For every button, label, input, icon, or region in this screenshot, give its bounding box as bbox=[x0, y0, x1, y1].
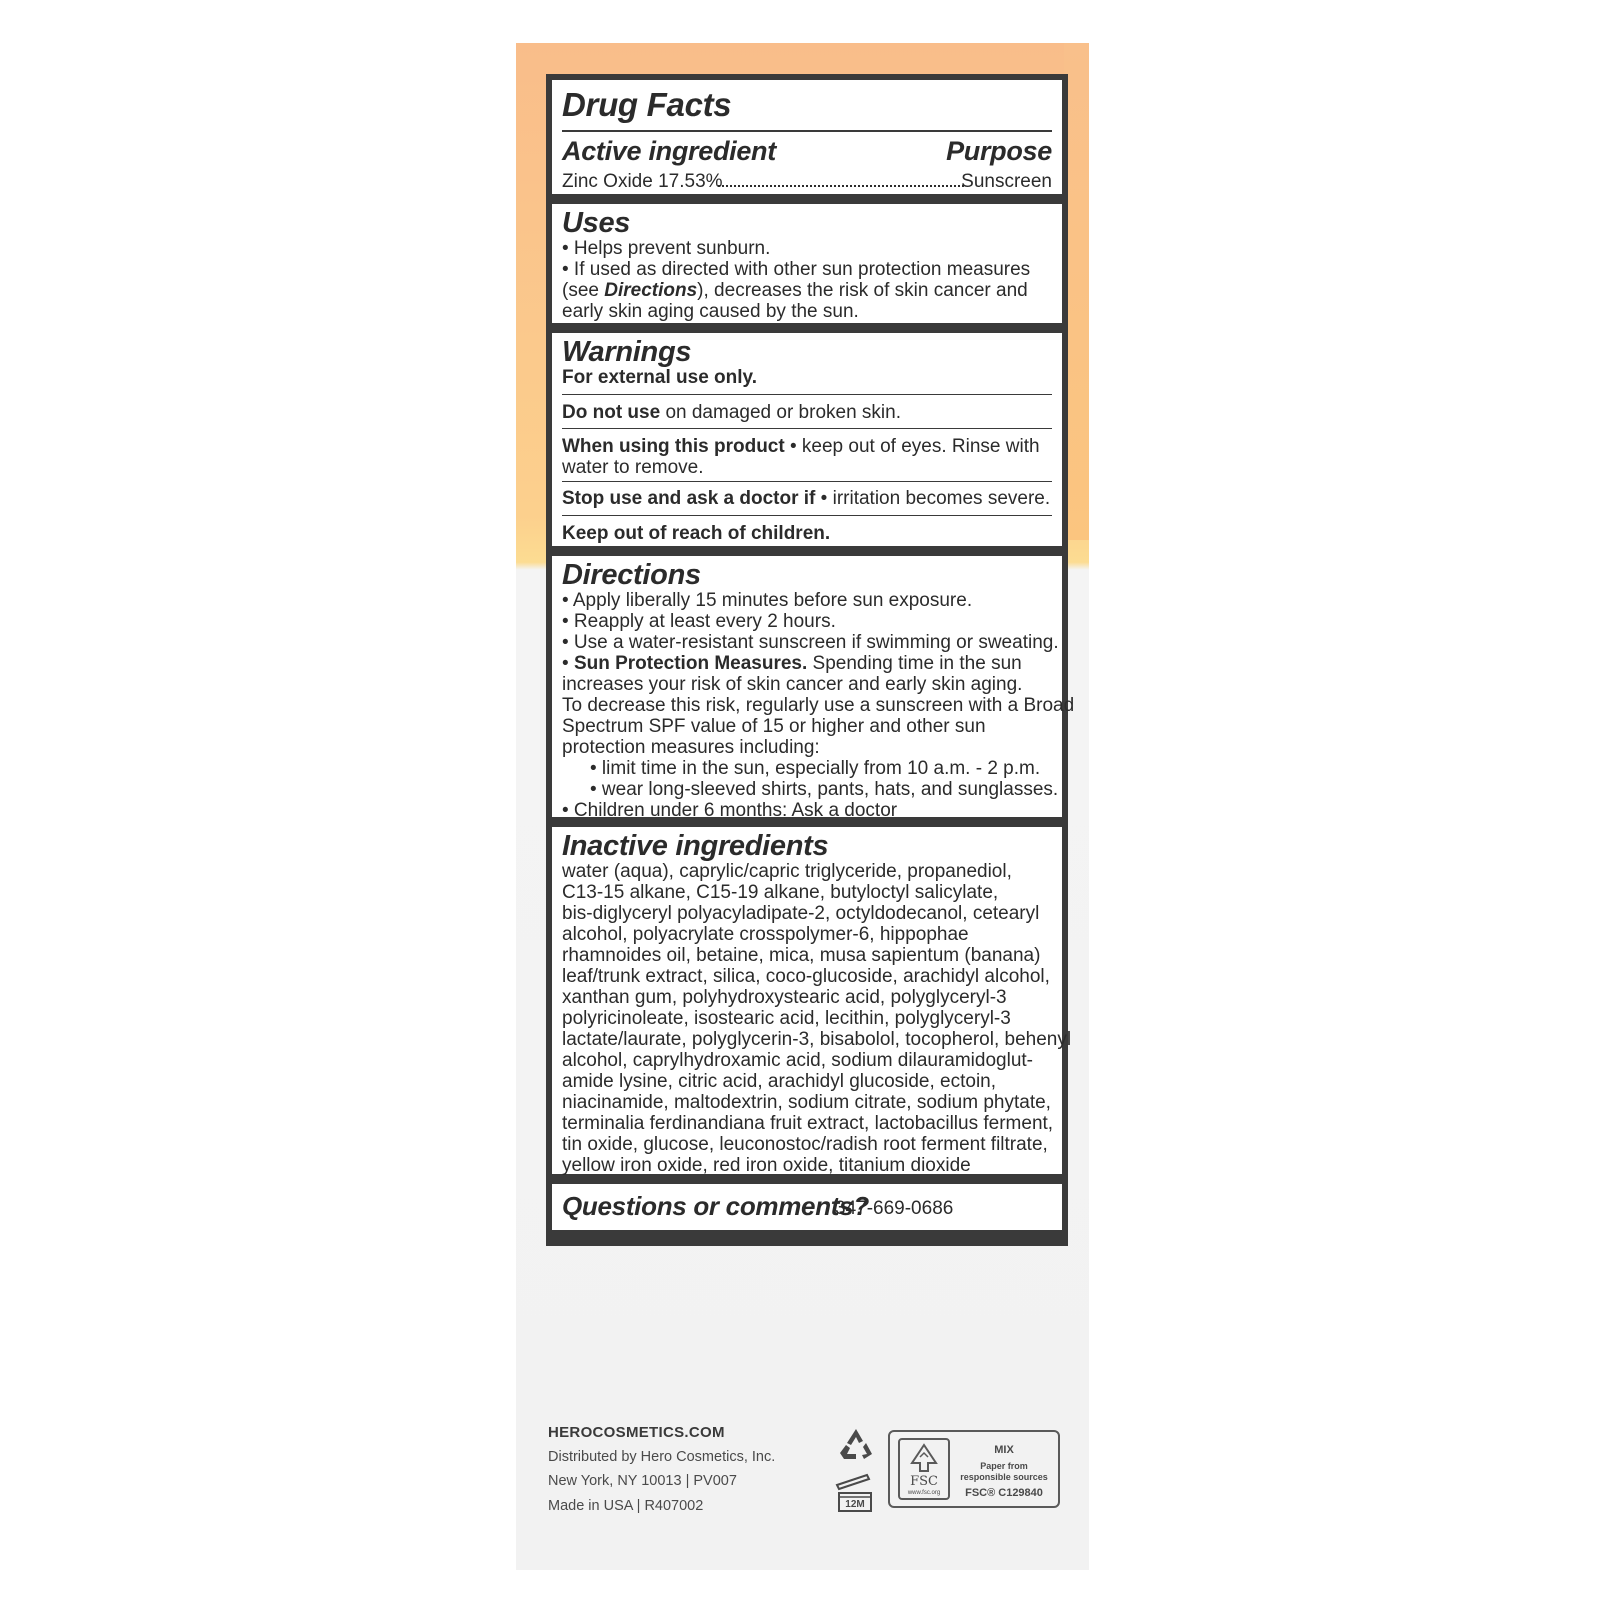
address-line: New York, NY 10013 | PV007 bbox=[548, 1473, 737, 1489]
inactive-ingredients-line: amide lysine, citric acid, arachidyl glucoside, ectoin, bbox=[562, 1071, 997, 1092]
warnings-section bbox=[552, 333, 1062, 546]
uses-title: Uses bbox=[562, 207, 631, 239]
do-not-use-label: Do not use bbox=[562, 402, 661, 423]
inactive-ingredients-section bbox=[552, 827, 1072, 1176]
directions-reference: Directions bbox=[604, 280, 698, 301]
active-section bbox=[552, 80, 1062, 194]
fsc-logo-text: FSC bbox=[910, 1474, 938, 1489]
inactive-ingredients-title: Inactive ingredients bbox=[562, 830, 829, 862]
inactive-ingredients-list bbox=[562, 861, 1071, 1176]
questions-section bbox=[552, 1184, 1062, 1230]
when-using-text: • keep out of eyes. Rinse with bbox=[784, 436, 1040, 457]
dot-leader bbox=[718, 185, 964, 187]
when-using-text-line2: water to remove. bbox=[562, 457, 704, 478]
uses-item-line: early skin aging caused by the sun. bbox=[562, 301, 859, 322]
fsc-sources: responsible sources bbox=[960, 1472, 1048, 1482]
keep-out-of-reach-warning: Keep out of reach of children. bbox=[562, 523, 831, 544]
direction-subitem: • wear long-sleeved shirts, pants, hats, and sunglasses. bbox=[590, 779, 1059, 800]
uses-item: • If used as directed with other sun protection measures bbox=[562, 259, 1031, 280]
fsc-badge bbox=[888, 1430, 1060, 1508]
direction-item: • Use a water-resistant sunscreen if swimming or sweating. bbox=[562, 632, 1059, 653]
direction-subitem: • limit time in the sun, especially from 10 a.m. - 2 p.m. bbox=[590, 758, 1041, 779]
website: HEROCOSMETICS.COM bbox=[548, 1424, 725, 1441]
do-not-use-warning bbox=[562, 402, 901, 423]
open-jar-icon bbox=[833, 1471, 877, 1515]
direction-line: To decrease this risk, regularly use a sunscreen with a Broad bbox=[562, 695, 1075, 716]
stop-use-warning bbox=[562, 488, 1050, 509]
fsc-tree-icon bbox=[910, 1443, 938, 1478]
divider bbox=[562, 428, 1052, 429]
fsc-url: www.fsc.org bbox=[907, 1490, 941, 1496]
direction-line: protection measures including: bbox=[562, 737, 820, 758]
uses-section bbox=[552, 204, 1062, 323]
inactive-ingredients-line: terminalia ferdinandiana fruit extract, lactobacillus ferment, bbox=[562, 1113, 1054, 1134]
inactive-ingredients-line: yellow iron oxide, red iron oxide, titanium dioxide bbox=[562, 1155, 971, 1176]
origin-line: Made in USA | R407002 bbox=[548, 1498, 704, 1514]
when-using-label: When using this product bbox=[562, 436, 785, 457]
questions-label: Questions or comments? bbox=[562, 1191, 869, 1221]
inactive-ingredients-line: lactate/laurate, polyglycerin-3, bisabolol, tocopherol, behenyl bbox=[562, 1029, 1072, 1050]
fsc-logo bbox=[898, 1438, 950, 1500]
inactive-ingredients-line: leaf/trunk extract, silica, coco-glucoside, arachidyl alcohol, bbox=[562, 966, 1050, 987]
divider bbox=[562, 481, 1052, 482]
direction-line: Spectrum SPF value of 15 or higher and other sun bbox=[562, 716, 986, 737]
phone-number: 347-669-0686 bbox=[835, 1198, 954, 1219]
direction-line: increases your risk of skin cancer and early skin aging. bbox=[562, 674, 1023, 695]
drug-facts-panel bbox=[546, 74, 1075, 1246]
do-not-use-text: on damaged or broken skin. bbox=[660, 402, 901, 423]
inactive-ingredients-line: polyricinoleate, isostearic acid, lecithin, polyglyceryl-3 bbox=[562, 1008, 1011, 1029]
directions-section bbox=[552, 556, 1075, 821]
uses-text: ), decreases the risk of skin cancer and bbox=[697, 280, 1028, 301]
direction-item: • Reapply at least every 2 hours. bbox=[562, 611, 836, 632]
divider bbox=[562, 394, 1052, 395]
sun-protection-label: Sun Protection Measures. bbox=[573, 653, 808, 674]
inactive-ingredients-line: rhamnoides oil, betaine, mica, musa sapientum (banana) bbox=[562, 945, 1041, 966]
warnings-title: Warnings bbox=[562, 336, 692, 368]
inactive-ingredients-line: niacinamide, maltodextrin, sodium citrate, sodium phytate, bbox=[562, 1092, 1051, 1113]
divider bbox=[562, 515, 1052, 516]
fsc-mix: MIX bbox=[994, 1444, 1014, 1456]
recycle-icon bbox=[836, 1427, 876, 1463]
uses-text: (see bbox=[562, 280, 605, 301]
uses-item: • Helps prevent sunburn. bbox=[562, 238, 771, 259]
active-ingredient-name: Zinc Oxide 17.53% bbox=[562, 171, 723, 192]
inactive-ingredients-line: water (aqua), caprylic/capric triglyceride, propanediol, bbox=[562, 861, 1012, 882]
inactive-ingredients-line: tin oxide, glucose, leuconostoc/radish root ferment filtrate, bbox=[562, 1134, 1048, 1155]
inactive-ingredients-line: alcohol, caprylhydroxamic acid, sodium dilauramidoglut- bbox=[562, 1050, 1033, 1071]
sun-protection-text: Spending time in the sun bbox=[807, 653, 1022, 674]
active-ingredient-header: Active ingredient bbox=[562, 136, 776, 166]
uses-item-line bbox=[562, 280, 1028, 301]
stop-use-text: • irritation becomes severe. bbox=[815, 488, 1051, 509]
divider bbox=[562, 130, 1052, 132]
fsc-code: FSC® C129840 bbox=[965, 1487, 1043, 1499]
when-using-warning bbox=[562, 436, 1040, 457]
inactive-ingredients-line: C13-15 alkane, C15-19 alkane, butyloctyl salicylate, bbox=[562, 882, 999, 903]
directions-title: Directions bbox=[562, 559, 701, 591]
external-use-warning: For external use only. bbox=[562, 367, 757, 388]
inactive-ingredients-line: bis-diglyceryl polyacyladipate-2, octyldodecanol, cetearyl bbox=[562, 903, 1040, 924]
drug-facts-title: Drug Facts bbox=[562, 86, 732, 123]
inactive-ingredients-line: alcohol, polyacrylate crosspolymer-6, hippophae bbox=[562, 924, 969, 945]
distributor-line: Distributed by Hero Cosmetics, Inc. bbox=[548, 1449, 776, 1465]
direction-item: • Sun Protection Measures. Spending time in the sun bbox=[562, 653, 1022, 674]
active-ingredient-purpose: Sunscreen bbox=[961, 171, 1052, 192]
direction-item: • Children under 6 months: Ask a doctor bbox=[562, 800, 898, 821]
direction-item: • Apply liberally 15 minutes before sun exposure. bbox=[562, 590, 973, 611]
purpose-header: Purpose bbox=[946, 136, 1052, 166]
stop-use-label: Stop use and ask a doctor if bbox=[562, 488, 816, 509]
pao-label: 12M bbox=[845, 1499, 865, 1510]
fsc-paper: Paper from bbox=[980, 1461, 1028, 1471]
inactive-ingredients-line: xanthan gum, polyhydroxystearic acid, polyglyceryl-3 bbox=[562, 987, 1007, 1008]
